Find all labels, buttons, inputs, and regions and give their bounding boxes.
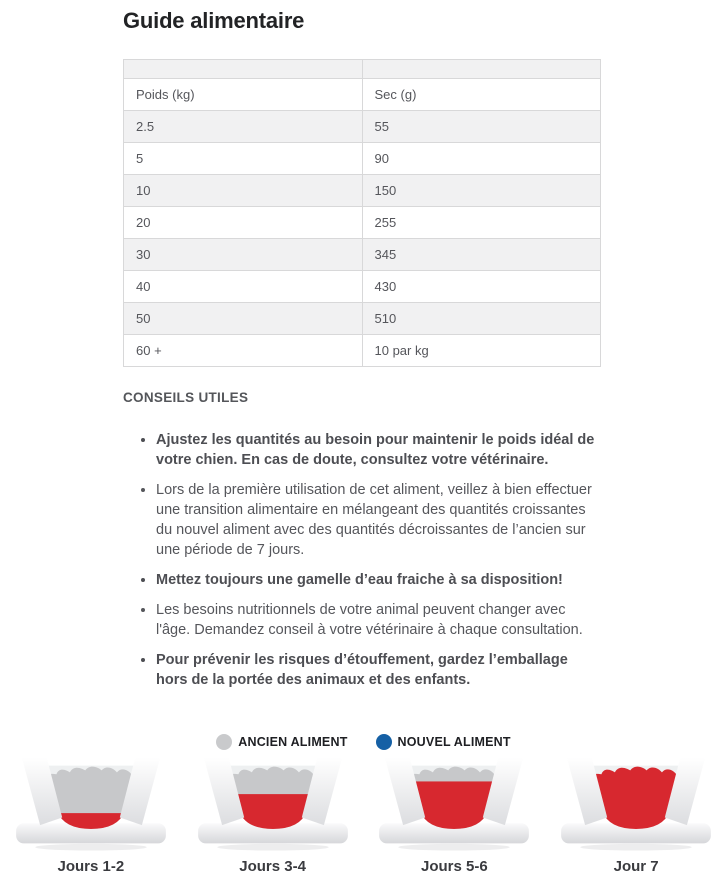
legend-new-food	[376, 734, 511, 750]
page-title: Guide alimentaire	[123, 8, 305, 33]
table-cell: 10	[124, 175, 363, 207]
table-cell: 10 par kg	[362, 335, 601, 367]
table-row	[124, 207, 601, 239]
tips-heading: CONSEILS UTILES	[123, 390, 249, 405]
legend-new-food-label: NOUVEL ALIMENT	[397, 735, 511, 749]
table-cell: 55	[362, 111, 601, 143]
table-cell: 50	[124, 303, 363, 335]
table-cell: 60 +	[124, 335, 363, 367]
guide-content	[123, 0, 601, 690]
table-cell: 40	[124, 271, 363, 303]
table-row	[124, 143, 601, 175]
table-row	[124, 175, 601, 207]
table-cell: 5	[124, 143, 363, 175]
table-cell	[124, 60, 363, 79]
bowl-illustration	[195, 756, 351, 852]
bowl-label: Jours 3-4	[239, 858, 306, 875]
table-cell: 430	[362, 271, 601, 303]
table-cell: Poids (kg)	[124, 79, 363, 111]
tip-item: • Lors de la première utilisation de cet aliment, veillez à bien effectuer une transition alimentaire en mélangeant des quantités croissantes du nouvel aliment avec des quantités décroissantes de l’ancien sur une période de 7 jours.	[156, 480, 601, 560]
table-row	[124, 271, 601, 303]
table-row	[124, 111, 601, 143]
bowl-label: Jours 5-6	[421, 858, 488, 875]
transition-bowls	[0, 756, 727, 875]
legend-old-food-label: ANCIEN ALIMENT	[238, 735, 348, 749]
legend-old-food	[216, 734, 347, 750]
table-cell: 2.5	[124, 111, 363, 143]
feeding-table-body	[124, 60, 601, 367]
table-header-row	[124, 79, 601, 111]
table-cell: 20	[124, 207, 363, 239]
transition-bowl	[6, 756, 176, 875]
table-cell: 90	[362, 143, 601, 175]
table-cell: 345	[362, 239, 601, 271]
transition-bowl	[551, 756, 721, 875]
old-food-dot-icon	[216, 734, 232, 750]
bowl-illustration	[376, 756, 532, 852]
feeding-table	[123, 59, 601, 367]
tip-item: • Les besoins nutritionnels de votre animal peuvent changer avec l'âge. Demandez conseil à votre vétérinaire à chaque consultation.	[156, 600, 601, 640]
table-cell: Sec (g)	[362, 79, 601, 111]
tip-item: • Pour prévenir les risques d’étouffement, gardez l’emballage hors de la portée des animaux et des enfants.	[156, 650, 601, 690]
table-cell	[362, 60, 601, 79]
bowl-label: Jour 7	[613, 858, 659, 875]
tip-item: • Ajustez les quantités au besoin pour maintenir le poids idéal de votre chien. En cas de doute, consultez votre vétérinaire.	[156, 430, 601, 470]
bowl-illustration	[558, 756, 714, 852]
table-row	[124, 303, 601, 335]
bowl-label: Jours 1-2	[57, 858, 125, 875]
transition-bowl	[188, 756, 358, 875]
table-cell: 150	[362, 175, 601, 207]
tip-item: • Mettez toujours une gamelle d’eau fraiche à sa disposition!	[156, 570, 601, 590]
transition-legend	[0, 734, 727, 750]
table-row	[124, 335, 601, 367]
table-cell: 30	[124, 239, 363, 271]
table-spacer-row	[124, 60, 601, 79]
new-food-dot-icon	[376, 734, 392, 750]
bowl-illustration	[13, 756, 169, 852]
table-cell: 255	[362, 207, 601, 239]
table-cell: 510	[362, 303, 601, 335]
transition-bowl	[369, 756, 539, 875]
tips-list	[123, 430, 601, 690]
table-row	[124, 239, 601, 271]
